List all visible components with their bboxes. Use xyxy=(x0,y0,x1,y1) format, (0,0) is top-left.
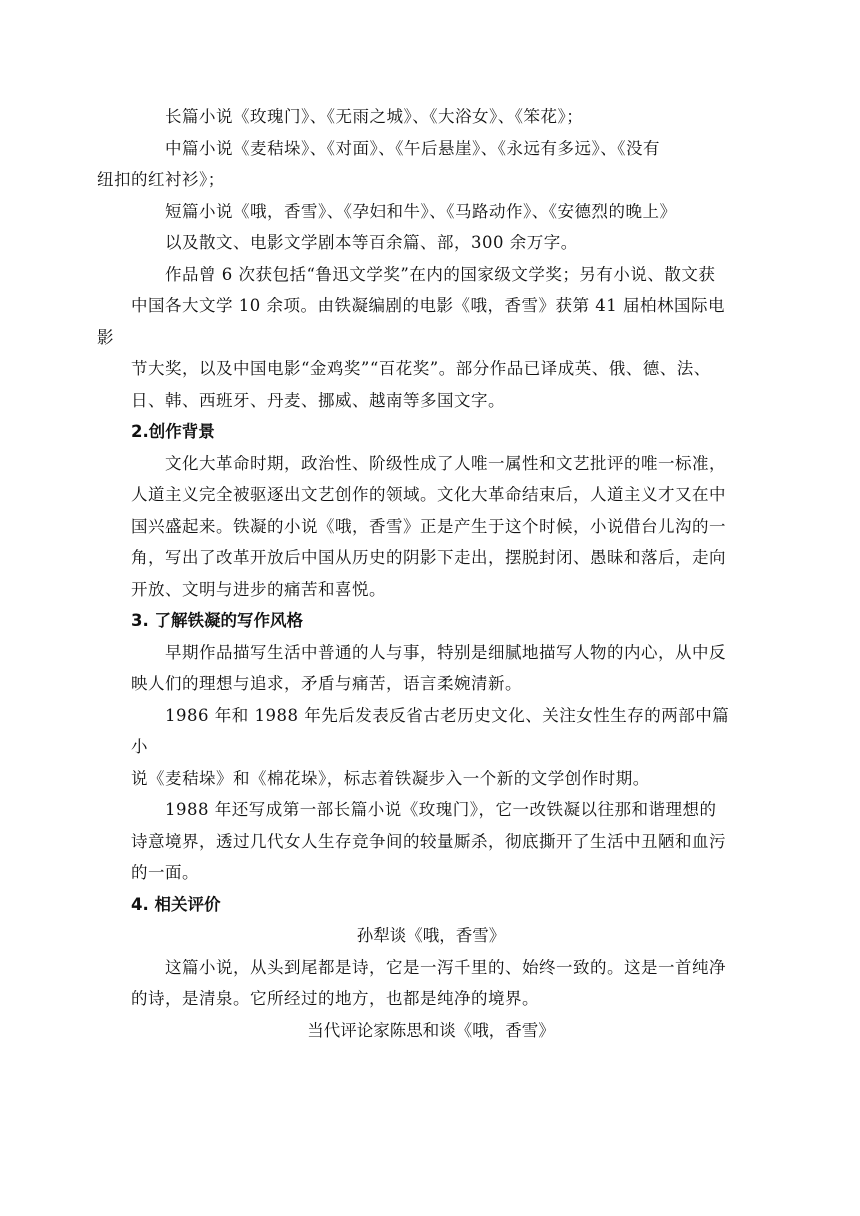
text-line: 角，写出了改革开放后中国从历史的阴影下走出，摆脱封闭、愚昧和落后，走向 xyxy=(131,548,726,567)
section-heading-background: 2.创作背景 xyxy=(131,422,215,441)
style-paragraph-1986 xyxy=(131,700,731,795)
text-line: 长篇小说《玫瑰门》、《无雨之城》、《大浴女》、《笨花》； xyxy=(165,107,584,126)
text-line: 诗意境界，透过几代女人生存竞争间的较量厮杀，彻底撕开了生活中丑陋和血污 xyxy=(131,831,726,851)
text-line: 的一面。 xyxy=(131,863,199,882)
text-line: 映人们的理想与追求，矛盾与痛苦，语言柔婉清新。 xyxy=(131,674,522,693)
short-stories-paragraph xyxy=(131,196,731,228)
text-line: 日、韩、西班牙、丹麦、挪威、越南等多国文字。 xyxy=(131,390,505,410)
text-line: 开放、文明与进步的痛苦和喜悦。 xyxy=(131,579,386,599)
text-line: 国兴盛起来。铁凝的小说《哦，香雪》正是产生于这个时候，小说借台儿沟的一 xyxy=(131,516,726,536)
novels-paragraph xyxy=(131,101,731,133)
text-line: 中篇小说《麦秸垛》、《对面》、《午后悬崖》、《永远有多远》、《没有 xyxy=(165,138,660,158)
text-line: 说《麦秸垛》和《棉花垛》，标志着铁凝步入一个新的文学创作时期。 xyxy=(131,768,650,788)
style-paragraph-early xyxy=(131,637,731,700)
text-line: 1986 年和 1988 年先后发表反省古老历史文化、关注女性生存的两部中篇小 xyxy=(131,705,730,756)
text-line: 中国各大文学 10 余项。由铁凝编剧的电影《哦，香雪》获第 41 届柏林国际电影 xyxy=(97,296,725,347)
review-subtitle-sun-li: 孙犁谈《哦，香雪》 xyxy=(356,926,506,945)
text-line: 作品曾 6 次获包括“鲁迅文学奖”在内的国家级文学奖；另有小说、散文获 xyxy=(165,264,716,284)
review-subtitle-chen-sihe: 当代评论家陈思和谈《哦，香雪》 xyxy=(307,1020,555,1040)
document-body xyxy=(97,101,731,1046)
review-quote-sun-li xyxy=(131,952,731,1015)
text-line: 纽扣的红衬衫》； xyxy=(97,170,225,189)
totals-paragraph xyxy=(131,227,731,259)
text-line: 文化大革命时期，政治性、阶级性成了人唯一属性和文艺批评的唯一标准， xyxy=(165,453,726,473)
text-line: 这篇小说，从头到尾都是诗，它是一泻千里的、始终一致的。这是一首纯净 xyxy=(165,957,726,977)
section-heading-style: 3. 了解铁凝的写作风格 xyxy=(131,611,303,630)
text-line: 的诗，是清泉。它所经过的地方，也都是纯净的境界。 xyxy=(131,989,539,1008)
text-line: 短篇小说《哦，香雪》、《孕妇和牛》、《马路动作》、《安德烈的晚上》 xyxy=(165,201,677,221)
style-paragraph-1988 xyxy=(131,794,731,889)
text-line: 早期作品描写生活中普通的人与事，特别是细腻地描写人物的内心，从中反 xyxy=(165,642,726,662)
text-line: 节大奖，以及中国电影“金鸡奖”“百花奖”。部分作品已译成英、俄、德、法、 xyxy=(131,359,711,378)
background-paragraph xyxy=(131,448,731,606)
text-line: 1988 年还写成第一部长篇小说《玫瑰门》，它一改铁凝以往那和谐理想的 xyxy=(165,800,717,819)
text-line: 人道主义完全被驱逐出文艺创作的领域。文化大革命结束后，人道主义才又在中 xyxy=(131,485,726,504)
text-line: 以及散文、电影文学剧本等百余篇、部，300 余万字。 xyxy=(165,233,578,252)
awards-paragraph xyxy=(97,259,731,417)
section-heading-reviews: 4. 相关评价 xyxy=(131,894,221,914)
novellas-paragraph xyxy=(97,133,731,196)
